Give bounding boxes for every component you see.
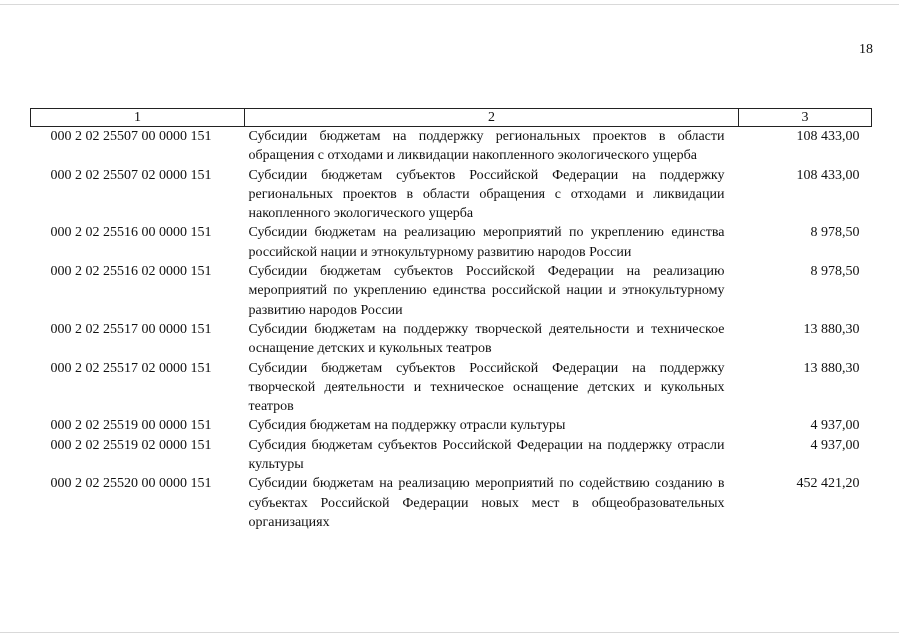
amount-value: 13 880,30 xyxy=(803,360,860,376)
budget-code: 000 2 02 25507 02 0000 151 xyxy=(50,167,212,183)
amount-value: 108 433,00 xyxy=(796,167,860,183)
amount-value: 108 433,00 xyxy=(796,129,860,144)
table-row xyxy=(31,359,872,417)
table-row xyxy=(31,320,872,359)
income-description: Субсидии бюджетам на реализацию мероприятий по содействию созданию в субъектах Российской Федерации новых мест в общеобразовательных организациях xyxy=(248,476,725,530)
income-description: Субсидии бюджетам субъектов Российской Федерации на реализацию мероприятий по укреплению единства российской нации и этнокультурному развитию народов России xyxy=(248,264,725,318)
income-description: Субсидии бюджетам субъектов Российской Федерации на поддержку творческой деятельности и техническое оснащение детских и кукольных театров xyxy=(248,360,725,415)
column-header-name: 2 xyxy=(245,109,739,127)
budget-code: 000 2 02 25519 02 0000 151 xyxy=(50,437,212,453)
table-row xyxy=(31,416,872,435)
income-description: Субсидия бюджетам на поддержку отрасли культуры xyxy=(248,418,566,434)
table-row xyxy=(31,166,872,224)
amount-value: 4 937,00 xyxy=(810,437,860,453)
amount-value: 13 880,30 xyxy=(803,321,860,337)
table-header-row xyxy=(31,109,872,127)
income-description: Субсидии бюджетам субъектов Российской Федерации на поддержку региональных проектов в области обращения с отходами и ликвидации накопленного экологического ущерба xyxy=(248,167,725,222)
scan-edge-bottom xyxy=(0,632,899,633)
budget-revenue-table xyxy=(30,108,872,532)
amount-value: 4 937,00 xyxy=(810,418,860,434)
budget-code: 000 2 02 25517 00 0000 151 xyxy=(50,321,212,337)
table-row xyxy=(31,262,872,320)
budget-code: 000 2 02 25519 00 0000 151 xyxy=(50,418,212,434)
budget-code: 000 2 02 25520 00 0000 151 xyxy=(50,476,212,492)
amount-value: 452 421,20 xyxy=(796,476,860,492)
amount-value: 8 978,50 xyxy=(810,225,860,241)
table-row xyxy=(31,474,872,532)
column-header-amount: 3 xyxy=(739,109,872,127)
income-description: Субсидии бюджетам на поддержку региональных проектов в области обращения с отходами и ликвидации накопленного экологического ущерба xyxy=(248,129,725,164)
income-description: Субсидия бюджетам субъектов Российской Федерации на поддержку отрасли культуры xyxy=(248,437,725,473)
income-description: Субсидии бюджетам на поддержку творческой деятельности и техническое оснащение детских и кукольных театров xyxy=(248,321,725,357)
column-header-code: 1 xyxy=(31,109,245,127)
page-number: 18 xyxy=(859,42,873,57)
budget-code: 000 2 02 25507 00 0000 151 xyxy=(50,129,212,144)
income-description: Субсидии бюджетам на реализацию мероприятий по укреплению единства российской нации и этнокультурному развитию народов России xyxy=(248,225,725,260)
table-row xyxy=(31,223,872,262)
budget-code: 000 2 02 25516 02 0000 151 xyxy=(50,264,212,280)
budget-code: 000 2 02 25517 02 0000 151 xyxy=(50,360,212,376)
budget-code: 000 2 02 25516 00 0000 151 xyxy=(50,225,212,241)
table-row xyxy=(31,436,872,475)
scan-edge-top xyxy=(0,4,899,5)
amount-value: 8 978,50 xyxy=(810,264,860,280)
table-row xyxy=(31,127,872,166)
